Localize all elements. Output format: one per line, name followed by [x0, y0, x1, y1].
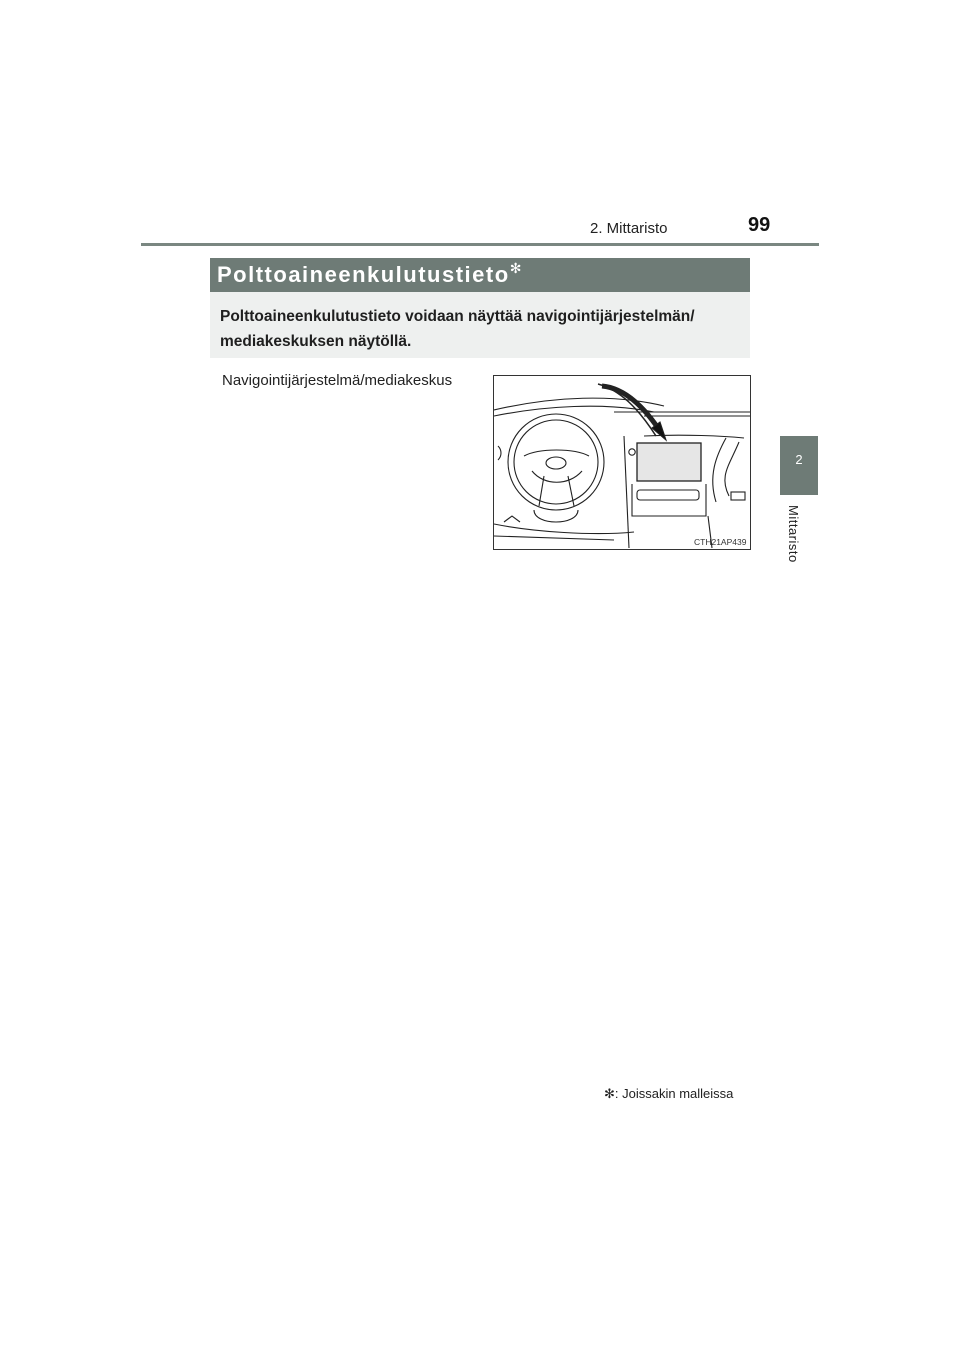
footnote: ✻: Joissakin malleissa [604, 1086, 734, 1101]
section-title-text: Polttoaineenkulutustieto [217, 262, 510, 287]
intro-text: Polttoaineenkulutustieto voidaan näyttää navigointijärjestelmän/ mediakeskuksen näytöllä. [220, 308, 695, 350]
section-heading: 2. Mittaristo [590, 220, 668, 237]
dashboard-illustration [493, 375, 751, 550]
figure-code: CTH21AP439 [694, 537, 747, 547]
chapter-label: Mittaristo [786, 505, 801, 563]
page-number: 99 [748, 214, 771, 236]
figure-caption: Navigointijärjestelmä/mediakeskus [222, 372, 453, 389]
asterisk-mark: ✻ [509, 260, 523, 276]
header-divider [141, 243, 819, 246]
section-title [217, 262, 523, 288]
dashboard-drawing [494, 376, 750, 549]
chapter-number: 2 [795, 452, 803, 467]
